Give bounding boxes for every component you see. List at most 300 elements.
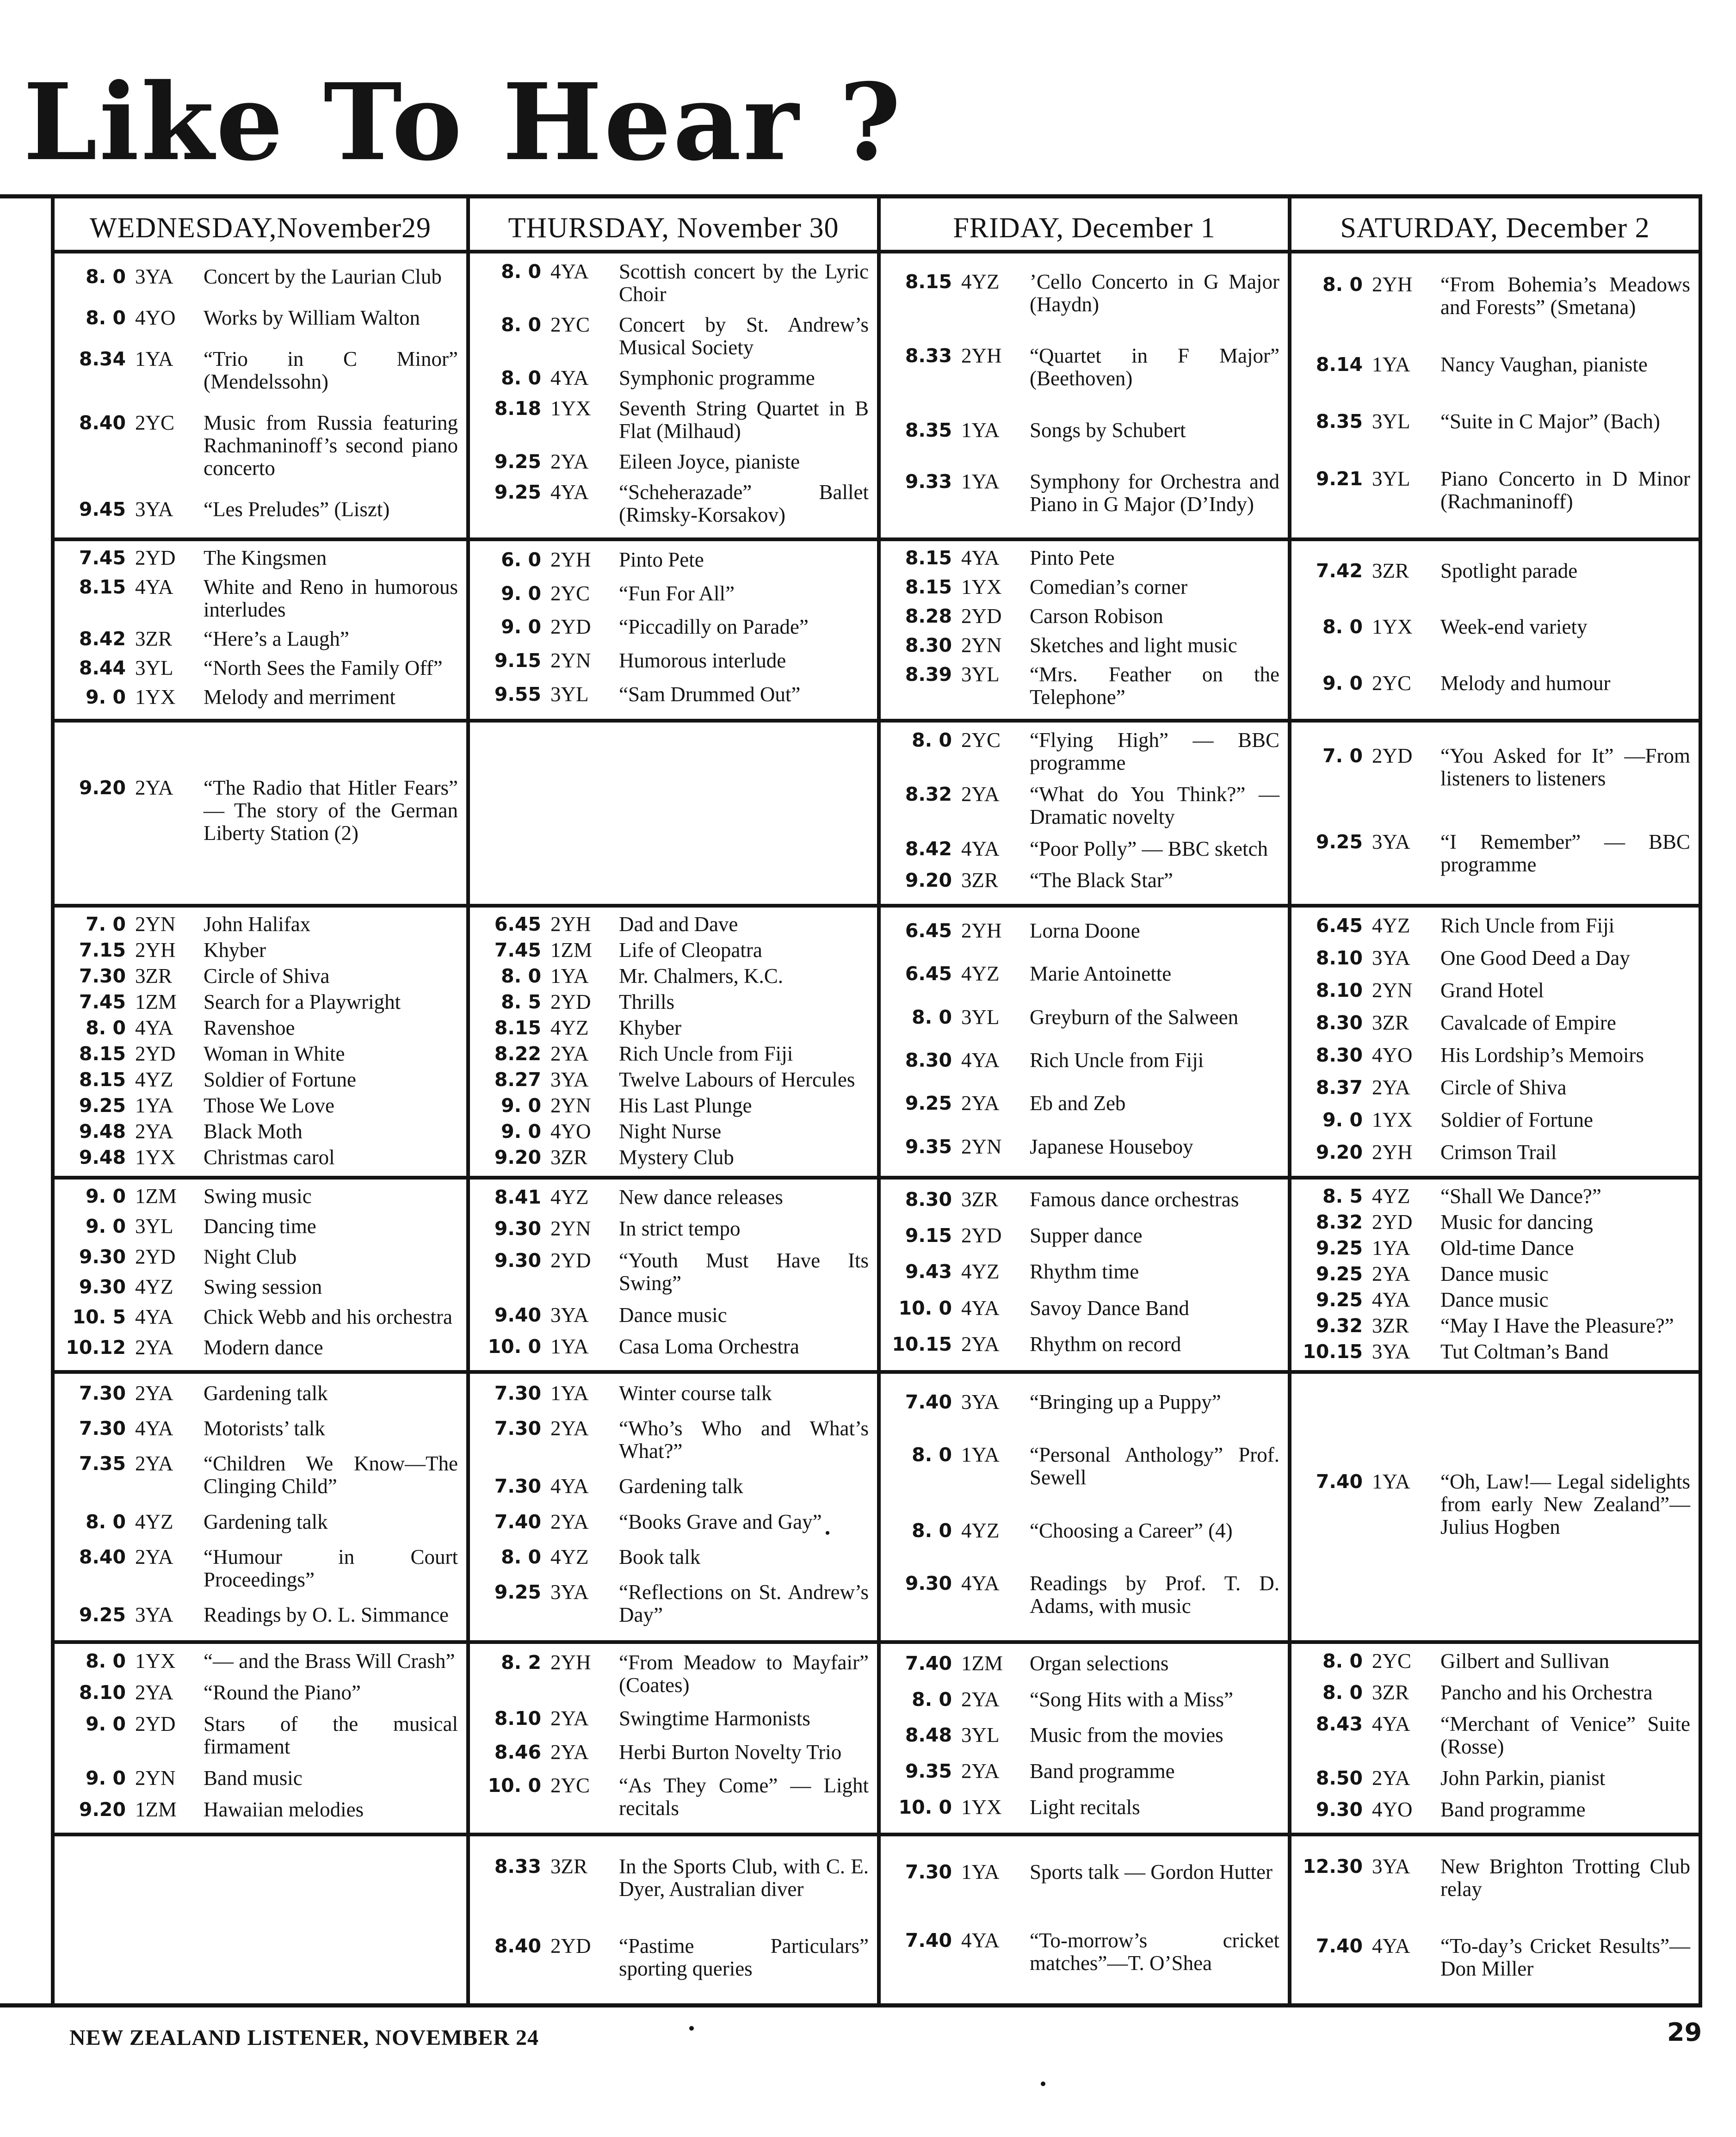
program-station: 3YA (135, 265, 173, 288)
program-entry (1298, 1713, 1690, 1758)
cell-thursday-8 (470, 1838, 877, 2005)
program-station: 3YA (550, 1581, 589, 1604)
program-station: 1YA (550, 964, 589, 988)
program-entry (61, 1417, 458, 1440)
program-entry (61, 1336, 458, 1359)
program-station: 2YN (135, 1766, 176, 1790)
program-title: ’Cello Concerto in G Major (Haydn) (1030, 270, 1279, 316)
program-station: 1YA (135, 347, 173, 371)
program-time: 8.39 (905, 663, 952, 686)
cell-wednesday-5 (55, 1181, 466, 1370)
cell-friday-8 (881, 1838, 1288, 2005)
program-station: 2YH (550, 548, 591, 571)
program-station: 4YA (961, 1296, 1000, 1320)
program-station: 4YA (961, 546, 1000, 569)
program-title: Life of Cleopatra (619, 939, 762, 962)
cell-wednesday-7 (55, 1646, 466, 1833)
program-title: Concert by the Laurian Club (204, 265, 442, 288)
program-entry (887, 1391, 1279, 1414)
program-time: 8. 0 (1322, 616, 1363, 638)
program-station: 2YD (135, 1712, 176, 1736)
day-header-thursday: THURSDAY, November 30 (508, 212, 839, 244)
program-time: 6. 0 (501, 548, 541, 571)
program-entry (887, 576, 1279, 599)
row-rule (55, 719, 466, 723)
program-time: 7.30 (79, 1417, 126, 1439)
program-title: Circle of Shiva (204, 964, 330, 988)
program-entry (476, 481, 869, 526)
cell-wednesday-4 (55, 909, 466, 1176)
program-time: 8.41 (494, 1186, 541, 1208)
program-title: Sports talk — Gordon Hutter (1030, 1860, 1273, 1884)
program-title: Eb and Zeb (1030, 1092, 1126, 1115)
program-title: The Kingsmen (204, 546, 327, 569)
program-station: 4YA (135, 1016, 173, 1039)
program-title: Mr. Chalmers, K.C. (619, 964, 783, 988)
program-station: 2YA (135, 1381, 173, 1405)
program-time: 10. 0 (898, 1796, 952, 1818)
program-time: 9.35 (905, 1135, 952, 1158)
print-speck (689, 2026, 694, 2031)
program-entry (1298, 1211, 1690, 1234)
program-time: 7.45 (79, 547, 126, 569)
program-entry (61, 1713, 458, 1758)
program-station: 2YN (961, 634, 1002, 657)
program-time: 8. 0 (912, 1688, 952, 1711)
program-title: “North Sees the Family Off” (204, 656, 443, 679)
program-title: “Oh, Law!— Legal sidelights from early New Zealand”—Julius Hogben (1440, 1470, 1690, 1538)
print-speck (1041, 2081, 1045, 2086)
program-station: 2YA (550, 1042, 589, 1065)
program-station: 2YH (550, 913, 591, 936)
program-station: 2YH (1372, 273, 1413, 296)
cell-saturday-6 (1291, 1376, 1699, 1640)
program-title: His Lordship’s Memoirs (1440, 1043, 1644, 1067)
program-title: “Here’s a Laugh” (204, 627, 349, 650)
program-entry (1298, 745, 1690, 790)
program-station: 4YO (1372, 1797, 1413, 1821)
column-rule (877, 194, 881, 2007)
program-entry (1298, 1141, 1690, 1164)
program-title: Scottish concert by the Lyric Choir (619, 259, 869, 306)
program-title: “Reflections on St. Andrew’s Day” (619, 1581, 869, 1627)
program-title: “Scheherazade” Ballet (Rimsky-Korsakov) (619, 480, 869, 526)
program-station: 3YA (1372, 946, 1410, 970)
program-title: His Last Plunge (619, 1094, 752, 1117)
program-station: 1YX (550, 396, 591, 420)
program-entry (476, 1475, 869, 1498)
program-entry (887, 1006, 1279, 1029)
program-title: Supper dance (1030, 1224, 1143, 1248)
program-title: Swing session (204, 1275, 322, 1299)
program-entry (1298, 616, 1690, 638)
program-title: Soldier of Fortune (1440, 1108, 1593, 1131)
program-time: 8.48 (905, 1724, 952, 1747)
program-entry (61, 1120, 458, 1143)
program-title: In strict tempo (619, 1217, 741, 1241)
program-station: 3YA (1372, 1855, 1410, 1878)
program-station: 4YZ (961, 270, 1000, 294)
program-title: Book talk (619, 1545, 701, 1569)
program-station: 2YC (550, 313, 590, 336)
program-title: “The Radio that Hitler Fears” — The story of the German Liberty Station (2) (204, 776, 458, 845)
program-entry (476, 1249, 869, 1295)
program-entry (1298, 1681, 1690, 1704)
program-entry (61, 1767, 458, 1790)
program-time: 9. 0 (501, 1094, 541, 1117)
program-time: 8.40 (494, 1935, 541, 1957)
program-title: Winter course talk (619, 1381, 772, 1405)
program-station: 2YD (135, 1042, 176, 1065)
program-title: “— and the Brass Will Crash” (204, 1649, 455, 1673)
program-time: 8.30 (905, 1049, 952, 1072)
row-rule (1291, 1640, 1699, 1644)
program-entry (887, 470, 1279, 516)
program-time: 7.30 (79, 1382, 126, 1404)
program-time: 8.30 (1316, 1044, 1363, 1066)
program-title: “Merchant of Venice” Suite (Rosse) (1440, 1712, 1690, 1758)
program-title: Comedian’s corner (1030, 575, 1188, 599)
program-station: 1ZM (550, 939, 592, 962)
program-station: 2YA (1372, 1075, 1410, 1099)
program-entry (476, 1382, 869, 1405)
cell-thursday-5 (470, 1181, 877, 1370)
cell-thursday-6 (470, 1376, 877, 1640)
program-entry (1298, 1044, 1690, 1067)
program-entry (61, 991, 458, 1013)
row-rule (1291, 1833, 1699, 1836)
program-title: Khyber (204, 939, 266, 962)
program-station: 2YN (550, 1094, 591, 1117)
program-entry (61, 1511, 458, 1533)
program-time: 9.25 (1316, 1289, 1363, 1311)
program-station: 4YO (550, 1120, 591, 1143)
program-time: 9.25 (79, 1604, 126, 1626)
program-time: 9.43 (905, 1260, 952, 1283)
column-rule (51, 194, 55, 2007)
program-title: Music from Russia featuring Rachmaninoff’s second piano concerto (204, 411, 458, 480)
program-entry (61, 1276, 458, 1298)
program-station: 2YA (550, 1740, 589, 1764)
program-entry (887, 1092, 1279, 1115)
program-station: 1YA (135, 1094, 173, 1117)
program-station: 2YN (135, 913, 176, 936)
program-entry (1298, 831, 1690, 876)
program-entry (476, 991, 869, 1013)
program-entry (887, 783, 1279, 828)
program-station: 3ZR (135, 964, 173, 988)
program-title: “From Meadow to Mayfair” (Coates) (619, 1650, 869, 1697)
program-title: Khyber (619, 1016, 681, 1039)
cell-friday-7 (881, 1646, 1288, 1833)
program-title: Spotlight parade (1440, 559, 1578, 583)
program-station: 1YA (1372, 1236, 1410, 1260)
program-entry (887, 1652, 1279, 1675)
program-entry (61, 1306, 458, 1328)
program-station: 2YA (135, 1681, 173, 1705)
program-entry (887, 1688, 1279, 1711)
program-time: 9. 0 (1322, 1108, 1363, 1131)
program-time: 9.20 (494, 1146, 541, 1168)
program-time: 9.20 (905, 869, 952, 892)
program-time: 9. 0 (86, 1712, 126, 1735)
program-station: 2YH (550, 1650, 591, 1674)
program-entry (61, 1146, 458, 1169)
program-time: 9.15 (905, 1224, 952, 1247)
program-title: “Piccadilly on Parade” (619, 615, 809, 639)
program-station: 4YA (961, 1049, 1000, 1072)
program-title: Humorous interlude (619, 649, 786, 673)
program-station: 1ZM (961, 1652, 1003, 1675)
program-title: “Les Preludes” (Liszt) (204, 498, 390, 521)
program-station: 2YA (550, 1416, 589, 1440)
program-station: 3YA (1372, 830, 1410, 853)
row-rule (470, 1833, 877, 1836)
program-title: Crimson Trail (1440, 1140, 1557, 1164)
program-time: 8. 0 (1322, 1681, 1363, 1704)
program-entry (476, 1043, 869, 1065)
program-station: 2YN (1372, 978, 1413, 1002)
program-entry (887, 634, 1279, 657)
program-title: “As They Come” — Light recitals (619, 1774, 869, 1820)
program-entry (887, 419, 1279, 442)
program-time: 7.30 (79, 965, 126, 987)
program-station: 1ZM (135, 990, 177, 1013)
program-time: 9. 0 (86, 1766, 126, 1789)
program-station: 2YA (961, 1687, 1000, 1711)
program-entry (1298, 1470, 1690, 1538)
program-time: 7.35 (79, 1452, 126, 1475)
program-station: 2YH (961, 919, 1002, 943)
row-rule (881, 1370, 1288, 1374)
program-entry (476, 314, 869, 359)
program-station: 4YZ (1372, 914, 1410, 937)
program-time: 8.46 (494, 1741, 541, 1763)
header-rule (470, 250, 877, 253)
program-time: 6.45 (1316, 914, 1363, 937)
program-entry (476, 1068, 869, 1091)
program-station: 4YA (550, 366, 589, 389)
program-time: 9.25 (494, 450, 541, 473)
program-time: 6.45 (494, 913, 541, 935)
program-entry (887, 1049, 1279, 1072)
program-time: 7.42 (1316, 560, 1363, 582)
program-title: Gardening talk (619, 1475, 743, 1498)
program-station: 4YA (1372, 1934, 1410, 1958)
program-time: 8.18 (494, 397, 541, 420)
program-title: Old-time Dance (1440, 1236, 1574, 1260)
program-time: 9. 0 (86, 686, 126, 708)
program-time: 8. 2 (501, 1651, 541, 1674)
program-entry (476, 1417, 869, 1463)
program-station: 2YD (135, 1245, 176, 1268)
program-station: 3YL (550, 683, 589, 706)
program-station: 2YC (135, 411, 175, 434)
program-entry (476, 1017, 869, 1039)
program-entry (61, 1604, 458, 1626)
program-station: 4YZ (135, 1275, 173, 1299)
program-title: Christmas carol (204, 1146, 335, 1169)
program-time: 8. 0 (912, 729, 952, 751)
program-station: 4YZ (961, 962, 1000, 986)
program-entry (476, 1146, 869, 1169)
program-time: 9.55 (494, 683, 541, 706)
program-time: 8. 0 (86, 266, 126, 288)
program-time: 9.25 (1316, 1263, 1363, 1285)
program-time: 9.25 (494, 1581, 541, 1604)
program-time: 9.30 (79, 1245, 126, 1268)
program-station: 4YO (135, 306, 176, 329)
program-entry (476, 1511, 869, 1533)
program-time: 9.25 (1316, 1237, 1363, 1259)
program-title: New Brighton Trotting Club relay (1440, 1855, 1690, 1901)
program-time: 9.25 (905, 1092, 952, 1115)
cell-saturday-4 (1291, 909, 1699, 1176)
program-title: Seventh String Quartet in B Flat (Milhaud) (619, 396, 869, 443)
program-time: 9.25 (1316, 831, 1363, 853)
program-station: 2YN (550, 1217, 591, 1241)
program-title: “To-morrow’s cricket matches”—T. O’Shea (1030, 1928, 1279, 1975)
program-station: 2YN (550, 649, 591, 673)
program-title: “May I Have the Pleasure?” (1440, 1314, 1674, 1337)
header-rule (1291, 250, 1699, 253)
program-time: 6.45 (905, 920, 952, 942)
cell-thursday-4 (470, 909, 877, 1176)
program-station: 2YA (1372, 1262, 1410, 1285)
program-time: 7.45 (494, 939, 541, 961)
program-entry (887, 1333, 1279, 1356)
program-title: Night Club (204, 1245, 297, 1268)
page-number: 29 (1667, 2018, 1702, 2047)
program-time: 8.40 (79, 1545, 126, 1568)
program-title: “Shall We Dance?” (1440, 1185, 1601, 1208)
program-entry (476, 1217, 869, 1240)
program-entry (887, 605, 1279, 628)
row-rule (1291, 1370, 1699, 1374)
program-entry (476, 260, 869, 306)
program-entry (887, 729, 1279, 774)
program-time: 7.40 (905, 1652, 952, 1675)
program-station: 1YA (961, 1860, 1000, 1884)
program-station: 2YD (135, 546, 176, 569)
program-time: 8.50 (1316, 1766, 1363, 1789)
program-time: 8. 0 (912, 1444, 952, 1466)
program-title: Gardening talk (204, 1381, 328, 1405)
program-entry (61, 939, 458, 962)
program-entry (61, 1798, 458, 1821)
program-time: 7.30 (494, 1475, 541, 1498)
day-header-friday: FRIDAY, December 1 (953, 212, 1216, 244)
row-rule (470, 904, 877, 908)
program-entry (887, 1188, 1279, 1211)
program-entry (476, 397, 869, 443)
program-entry (61, 1043, 458, 1065)
program-title: Savoy Dance Band (1030, 1296, 1189, 1320)
program-station: 2YA (135, 776, 173, 799)
program-title: Famous dance orchestras (1030, 1187, 1239, 1211)
program-station: 4YA (550, 480, 589, 504)
program-station: 3ZR (1372, 1314, 1409, 1337)
program-station: 4YA (135, 1305, 173, 1329)
program-station: 1YX (961, 575, 1002, 599)
program-time: 7.40 (1316, 1935, 1363, 1957)
program-entry (61, 657, 458, 679)
program-station: 1YA (550, 1335, 589, 1359)
program-time: 7.40 (905, 1929, 952, 1952)
program-title: “Fun For All” (619, 581, 735, 605)
program-time: 8. 5 (1322, 1185, 1363, 1207)
program-station: 2YD (961, 1224, 1002, 1248)
program-station: 2YD (550, 1248, 591, 1272)
program-title: “Choosing a Career” (4) (1030, 1519, 1233, 1542)
row-rule (1291, 904, 1699, 908)
program-title: Band programme (1440, 1797, 1586, 1821)
row-rule (881, 904, 1288, 908)
program-time: 7.15 (79, 939, 126, 961)
program-title: Cavalcade of Empire (1440, 1011, 1616, 1034)
program-time: 8.37 (1316, 1076, 1363, 1099)
program-title: Rich Uncle from Fiji (1440, 914, 1615, 937)
program-station: 2YC (1372, 1649, 1412, 1673)
program-title: “Flying High” — BBC programme (1030, 728, 1279, 774)
program-entry (887, 1572, 1279, 1618)
program-station: 3YA (961, 1390, 1000, 1414)
program-title: Music for dancing (1440, 1211, 1593, 1234)
program-station: 4YZ (135, 1068, 173, 1091)
program-station: 4YZ (961, 1260, 1000, 1284)
program-entry (476, 1855, 869, 1901)
program-entry (476, 549, 869, 571)
program-station: 4YA (1372, 1288, 1410, 1311)
program-entry (61, 1017, 458, 1039)
program-title: New dance releases (619, 1185, 783, 1209)
program-title: “Youth Must Have Its Swing” (619, 1248, 869, 1295)
cell-thursday-7 (470, 1646, 877, 1833)
program-station: 1YX (135, 686, 176, 709)
program-entry (476, 1120, 869, 1143)
program-time: 8. 0 (1322, 1650, 1363, 1673)
program-station: 2YC (1372, 671, 1412, 695)
program-entry (1298, 1798, 1690, 1821)
program-station: 2YA (961, 1760, 1000, 1783)
program-entry (887, 663, 1279, 709)
program-station: 2YA (135, 1452, 173, 1476)
program-station: 4YA (550, 259, 589, 283)
program-station: 1YX (1372, 1108, 1413, 1131)
program-time: 9. 0 (501, 1120, 541, 1143)
program-time: 8.30 (905, 634, 952, 656)
cell-wednesday-1 (55, 256, 466, 537)
program-time: 8. 0 (501, 366, 541, 389)
program-title: Swing music (204, 1185, 312, 1208)
program-entry (887, 1260, 1279, 1283)
program-title: Organ selections (1030, 1652, 1169, 1675)
program-time: 8. 0 (501, 260, 541, 283)
program-entry (1298, 1935, 1690, 1980)
program-entry (1298, 1012, 1690, 1034)
cell-saturday-8 (1291, 1838, 1699, 2005)
program-title: “Mrs. Feather on the Telephone” (1030, 663, 1279, 709)
program-time: 9. 0 (1322, 672, 1363, 694)
program-station: 3YL (1372, 467, 1410, 490)
program-title: Pinto Pete (1030, 546, 1115, 569)
program-station: 3YL (961, 1723, 1000, 1747)
program-entry (61, 1681, 458, 1704)
program-time: 10. 5 (72, 1306, 126, 1328)
program-title: John Halifax (204, 913, 311, 936)
program-station: 3YA (550, 1068, 589, 1091)
cell-wednesday-6 (55, 1376, 466, 1640)
